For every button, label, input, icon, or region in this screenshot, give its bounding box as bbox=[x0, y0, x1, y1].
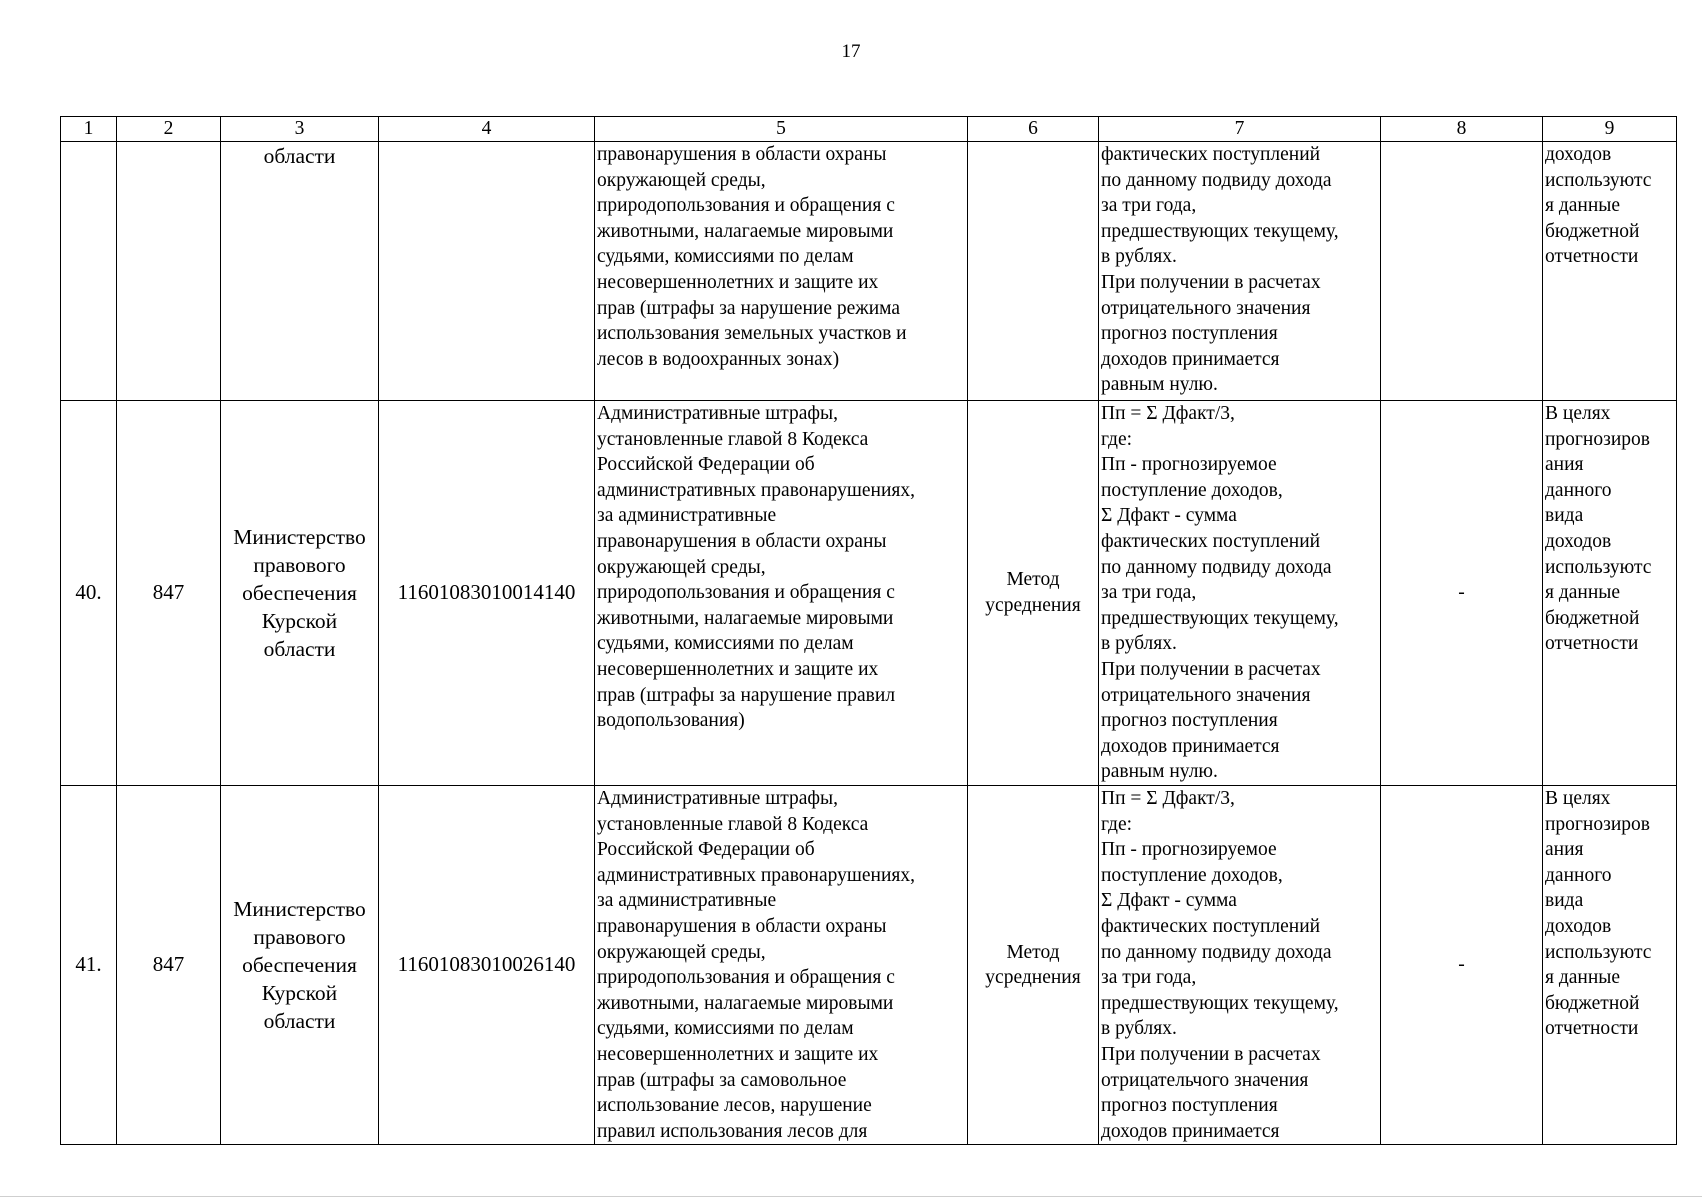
revenue-description-cell: правонарушения в области охраны окружающей среды, природопользования и обращения с животными, налагаемые мировыми судьями, комиссиями по делам несовершеннолетних и защите их прав (штрафы за нарушение режима использования земельных участков и лесов в водоохранных зонах) bbox=[595, 142, 968, 401]
administrator-name-cell: области bbox=[221, 142, 379, 401]
column-header-7: 7 bbox=[1099, 117, 1381, 142]
data-source-cell: доходов используютс я данные бюджетной отчетности bbox=[1543, 142, 1677, 401]
revenue-description-cell: Административные штрафы, установленные главой 8 Кодекса Российской Федерации об административных правонарушениях, за административные правонарушения в области охраны окружающей среды, природопользования и обращения с животными, налагаемые мировыми судьями, комиссиями по делам несовершеннолетних и защите их прав (штрафы за самовольное использование лесов, нарушение правил использования лесов для bbox=[595, 786, 968, 1145]
admin-code-cell bbox=[117, 142, 221, 401]
column-header-3: 3 bbox=[221, 117, 379, 142]
admin-code-cell: 847 bbox=[117, 401, 221, 786]
formula-cell: Пп = Σ Дфакт/3, где: Пп - прогнозируемое поступление доходов, Σ Дфакт - сумма фактических поступлений по данному подвиду дохода за три года, предшествующих текущему, в рублях. При получении в расчетах отрицательного значения прогноз поступления доходов принимается равным нулю. bbox=[1099, 401, 1381, 786]
kbk-code-cell: 11601083010014140 bbox=[379, 401, 595, 786]
formula-cell: Пп = Σ Дфакт/3, где: Пп - прогнозируемое поступление доходов, Σ Дфакт - сумма фактических поступлений по данному подвиду дохода за три года, предшествующих текущему, в рублях. При получении в расчетах отрицательчого значения прогноз поступления доходов принимается bbox=[1099, 786, 1381, 1145]
admin-code-cell: 847 bbox=[117, 786, 221, 1145]
column-header-2: 2 bbox=[117, 117, 221, 142]
column-number-header-row bbox=[61, 117, 1677, 142]
table-row bbox=[61, 786, 1677, 1145]
data-source-cell: В целях прогнозиров ания данного вида доходов используютс я данные бюджетной отчетности bbox=[1543, 786, 1677, 1145]
indicator-cell bbox=[1381, 142, 1543, 401]
column-header-8: 8 bbox=[1381, 117, 1543, 142]
column-header-5: 5 bbox=[595, 117, 968, 142]
revenue-description-cell: Административные штрафы, установленные главой 8 Кодекса Российской Федерации об административных правонарушениях, за административные правонарушения в области охраны окружающей среды, природопользования и обращения с животными, налагаемые мировыми судьями, комиссиями по делам несовершеннолетних и защите их прав (штрафы за нарушение правил водопользования) bbox=[595, 401, 968, 786]
column-header-4: 4 bbox=[379, 117, 595, 142]
column-header-1: 1 bbox=[61, 117, 117, 142]
method-cell: Метод усреднения bbox=[968, 401, 1099, 786]
method-cell bbox=[968, 142, 1099, 401]
indicator-cell: - bbox=[1381, 401, 1543, 786]
administrator-name-cell: Министерство правового обеспечения Курской области bbox=[221, 786, 379, 1145]
row-number-cell bbox=[61, 142, 117, 401]
formula-cell: фактических поступлений по данному подвиду дохода за три года, предшествующих текущему, в рублях. При получении в расчетах отрицательного значения прогноз поступления доходов принимается равным нулю. bbox=[1099, 142, 1381, 401]
administrator-name-cell: Министерство правового обеспечения Курской области bbox=[221, 401, 379, 786]
row-number-cell: 40. bbox=[61, 401, 117, 786]
indicator-cell: - bbox=[1381, 786, 1543, 1145]
data-source-cell: В целях прогнозиров ания данного вида доходов используютс я данные бюджетной отчетности bbox=[1543, 401, 1677, 786]
scan-edge-divider bbox=[0, 1196, 1702, 1197]
table-row-continued bbox=[61, 142, 1677, 401]
method-cell: Метод усреднения bbox=[968, 786, 1099, 1145]
column-header-6: 6 bbox=[968, 117, 1099, 142]
revenue-forecast-table bbox=[60, 116, 1677, 1145]
table-row bbox=[61, 401, 1677, 786]
kbk-code-cell: 11601083010026140 bbox=[379, 786, 595, 1145]
page-number: 17 bbox=[841, 41, 861, 62]
column-header-9: 9 bbox=[1543, 117, 1677, 142]
kbk-code-cell bbox=[379, 142, 595, 401]
row-number-cell: 41. bbox=[61, 786, 117, 1145]
